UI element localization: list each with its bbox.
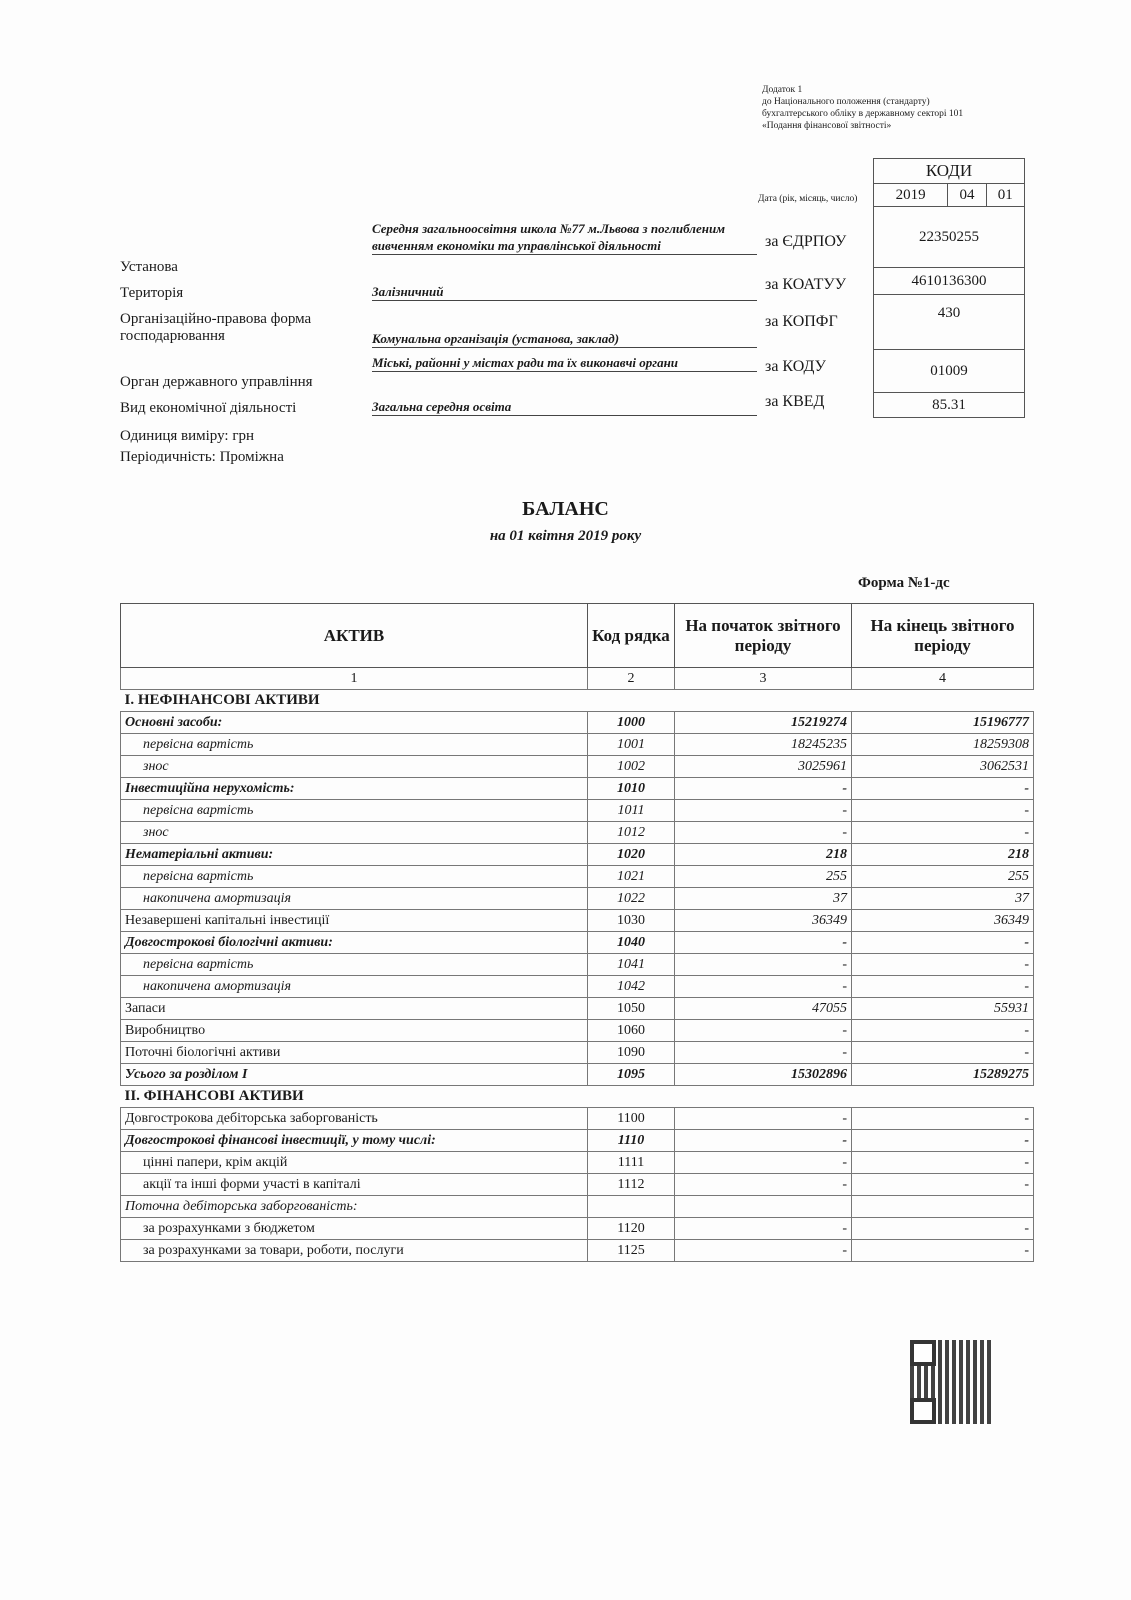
row-start-value: 255 <box>675 866 852 888</box>
row-start-value: - <box>675 1240 852 1262</box>
row-start-value: - <box>675 1130 852 1152</box>
row-end-value: 36349 <box>852 910 1034 932</box>
row-label: за розрахунками за товари, роботи, послуги <box>121 1240 588 1262</box>
row-start-value: - <box>675 1152 852 1174</box>
row-end-value: - <box>852 800 1034 822</box>
table-row <box>121 1196 1034 1218</box>
assets-table <box>120 603 1034 1262</box>
doc-title: БАЛАНС <box>522 498 609 520</box>
table-row <box>121 778 1034 800</box>
table-row <box>121 976 1034 998</box>
label-ustanova: Установа <box>120 259 178 275</box>
header-code: Код рядка <box>588 604 675 668</box>
table-row <box>121 756 1034 778</box>
table-row <box>121 1240 1034 1262</box>
row-start-value: 47055 <box>675 998 852 1020</box>
col-number: 2 <box>588 668 675 690</box>
code-koatuu: 4610136300 <box>874 268 1025 295</box>
row-label: за розрахунками з бюджетом <box>121 1218 588 1240</box>
row-start-value: 36349 <box>675 910 852 932</box>
row-end-value: - <box>852 1020 1034 1042</box>
date-day: 01 <box>986 184 1024 207</box>
row-label: первісна вартість <box>121 734 588 756</box>
row-start-value: - <box>675 954 852 976</box>
label-unit: Одиниця виміру: грн <box>120 428 254 444</box>
row-start-value <box>675 1196 852 1218</box>
row-label: Нематеріальні активи: <box>121 844 588 866</box>
za-koatuu: за КОАТУУ <box>765 276 847 293</box>
table-row <box>121 1218 1034 1240</box>
row-label: знос <box>121 756 588 778</box>
za-kodu: за КОДУ <box>765 358 826 375</box>
row-label: Довгострокові біологічні активи: <box>121 932 588 954</box>
row-code: 1111 <box>588 1152 675 1174</box>
row-start-value: - <box>675 1020 852 1042</box>
row-end-value: - <box>852 1240 1034 1262</box>
row-end-value: 15196777 <box>852 712 1034 734</box>
qr-code <box>910 1340 994 1424</box>
row-code: 1010 <box>588 778 675 800</box>
row-code: 1000 <box>588 712 675 734</box>
row-start-value: - <box>675 778 852 800</box>
row-start-value: - <box>675 932 852 954</box>
row-label: первісна вартість <box>121 954 588 976</box>
row-start-value: - <box>675 1174 852 1196</box>
table-row <box>121 1130 1034 1152</box>
row-code: 1050 <box>588 998 675 1020</box>
row-end-value: 218 <box>852 844 1034 866</box>
row-code: 1060 <box>588 1020 675 1042</box>
table-row <box>121 1042 1034 1064</box>
row-code: 1011 <box>588 800 675 822</box>
row-end-value: - <box>852 1174 1034 1196</box>
row-code: 1110 <box>588 1130 675 1152</box>
row-code: 1040 <box>588 932 675 954</box>
row-label: Інвестиційна нерухомість: <box>121 778 588 800</box>
annex-line: до Національного положення (стандарту) <box>762 97 930 107</box>
row-start-value: - <box>675 822 852 844</box>
table-row <box>121 998 1034 1020</box>
row-end-value <box>852 1196 1034 1218</box>
row-label: Поточні біологічні активи <box>121 1042 588 1064</box>
date-month: 04 <box>948 184 986 207</box>
form-number: Форма №1-дс <box>858 575 950 591</box>
label-terytoriia: Територія <box>120 285 184 301</box>
label-ved: Вид економічної діяльності <box>120 400 297 416</box>
row-start-value: - <box>675 1042 852 1064</box>
row-code: 1095 <box>588 1064 675 1086</box>
table-row <box>121 1086 1034 1108</box>
table-row <box>121 910 1034 932</box>
table-row <box>121 888 1034 910</box>
row-label: накопичена амортизація <box>121 888 588 910</box>
row-label: первісна вартість <box>121 800 588 822</box>
row-start-value: - <box>675 976 852 998</box>
row-start-value: 18245235 <box>675 734 852 756</box>
code-kopfg: 430 <box>874 295 1025 350</box>
header-asset: АКТИВ <box>121 604 588 668</box>
label-period: Періодичність: Проміжна <box>120 449 284 465</box>
row-label: Довгострокові фінансові інвестиції, у тому числі: <box>121 1130 588 1152</box>
row-code: 1002 <box>588 756 675 778</box>
row-label: знос <box>121 822 588 844</box>
row-code: 1022 <box>588 888 675 910</box>
section-header: ІІ. ФІНАНСОВІ АКТИВИ <box>121 1086 1034 1108</box>
date-label: Дата (рік, місяць, число) <box>758 194 858 204</box>
label-organ: Орган державного управління <box>120 374 313 390</box>
row-start-value: 3025961 <box>675 756 852 778</box>
row-end-value: 15289275 <box>852 1064 1034 1086</box>
table-row <box>121 800 1034 822</box>
row-code: 1100 <box>588 1108 675 1130</box>
annex-note <box>762 84 963 132</box>
value-opf: Комунальна організація (установа, заклад) <box>372 330 757 348</box>
table-row <box>121 1020 1034 1042</box>
header-start: На початок звітного періоду <box>675 604 852 668</box>
za-edrpou: за ЄДРПОУ <box>765 233 847 250</box>
row-code: 1120 <box>588 1218 675 1240</box>
row-end-value: 37 <box>852 888 1034 910</box>
table-row <box>121 954 1034 976</box>
row-label: цінні папери, крім акцій <box>121 1152 588 1174</box>
row-code: 1112 <box>588 1174 675 1196</box>
row-code: 1021 <box>588 866 675 888</box>
annex-line: Додаток 1 <box>762 85 803 95</box>
row-label: Виробництво <box>121 1020 588 1042</box>
row-label: акції та інші форми участі в капіталі <box>121 1174 588 1196</box>
row-end-value: 255 <box>852 866 1034 888</box>
row-start-value: 37 <box>675 888 852 910</box>
row-code: 1001 <box>588 734 675 756</box>
row-end-value: - <box>852 778 1034 800</box>
row-label: первісна вартість <box>121 866 588 888</box>
row-end-value: - <box>852 976 1034 998</box>
row-code: 1042 <box>588 976 675 998</box>
row-end-value: - <box>852 954 1034 976</box>
table-row <box>121 1174 1034 1196</box>
table-row <box>121 932 1034 954</box>
table-row <box>121 1108 1034 1130</box>
table-row <box>121 690 1034 712</box>
code-kved: 85.31 <box>874 393 1025 418</box>
code-edrpou: 22350255 <box>874 207 1025 268</box>
row-code: 1012 <box>588 822 675 844</box>
value-ved: Загальна середня освіта <box>372 398 757 416</box>
table-row <box>121 844 1034 866</box>
table-row <box>121 1152 1034 1174</box>
row-end-value: - <box>852 932 1034 954</box>
col-number: 3 <box>675 668 852 690</box>
annex-line: «Подання фінансової звітності» <box>762 121 892 131</box>
table-row <box>121 866 1034 888</box>
codes-header: КОДИ <box>874 159 1025 184</box>
row-label: Основні засоби: <box>121 712 588 734</box>
row-label: накопичена амортизація <box>121 976 588 998</box>
codes-table <box>873 158 1025 418</box>
value-ustanova: Середня загальноосвітня школа №77 м.Львова з поглибленим вивченням економіки та управлінської діяльності <box>372 220 757 255</box>
section-header: І. НЕФІНАНСОВІ АКТИВИ <box>121 690 1034 712</box>
table-row <box>121 822 1034 844</box>
row-end-value: - <box>852 1152 1034 1174</box>
row-code: 1030 <box>588 910 675 932</box>
row-end-value: - <box>852 1108 1034 1130</box>
row-label: Поточна дебіторська заборгованість: <box>121 1196 588 1218</box>
row-end-value: - <box>852 1042 1034 1064</box>
annex-line: бухгалтерського обліку в державному секторі 101 <box>762 109 964 119</box>
value-organ: Міські, районні у містах ради та їх виконавчі органи <box>372 354 757 372</box>
row-start-value: - <box>675 1108 852 1130</box>
table-row <box>121 734 1034 756</box>
row-label: Запаси <box>121 998 588 1020</box>
row-code: 1090 <box>588 1042 675 1064</box>
row-start-value: 218 <box>675 844 852 866</box>
row-label: Усього за розділом І <box>121 1064 588 1086</box>
header-end: На кінець звітного періоду <box>852 604 1034 668</box>
row-end-value: - <box>852 1218 1034 1240</box>
col-number: 1 <box>121 668 588 690</box>
row-code: 1125 <box>588 1240 675 1262</box>
code-kodu: 01009 <box>874 350 1025 393</box>
row-end-value: - <box>852 1130 1034 1152</box>
row-end-value: 55931 <box>852 998 1034 1020</box>
row-end-value: 18259308 <box>852 734 1034 756</box>
col-number: 4 <box>852 668 1034 690</box>
row-start-value: - <box>675 800 852 822</box>
row-label: Довгострокова дебіторська заборгованість <box>121 1108 588 1130</box>
table-row <box>121 712 1034 734</box>
row-label: Незавершені капітальні інвестиції <box>121 910 588 932</box>
za-kopfg: за КОПФГ <box>765 313 838 330</box>
row-end-value: 3062531 <box>852 756 1034 778</box>
date-year: 2019 <box>874 184 948 207</box>
za-kved: за КВЕД <box>765 393 825 410</box>
row-start-value: 15302896 <box>675 1064 852 1086</box>
value-terytoriia: Залізничний <box>372 283 757 301</box>
row-start-value: 15219274 <box>675 712 852 734</box>
label-opf: Організаційно-правова форма господарювання <box>120 311 312 344</box>
row-start-value: - <box>675 1218 852 1240</box>
row-code: 1020 <box>588 844 675 866</box>
row-end-value: - <box>852 822 1034 844</box>
doc-subtitle: на 01 квітня 2019 року <box>489 528 642 544</box>
table-row <box>121 1064 1034 1086</box>
row-code <box>588 1196 675 1218</box>
row-code: 1041 <box>588 954 675 976</box>
